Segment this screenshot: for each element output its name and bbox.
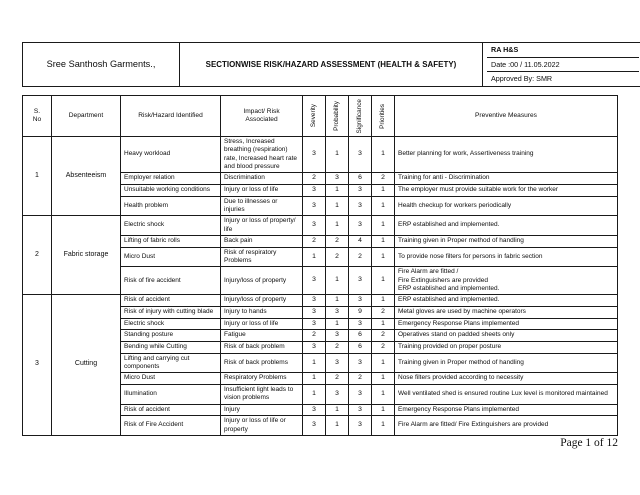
cell-significance: 3 xyxy=(349,196,372,216)
cell-probability: 3 xyxy=(326,353,349,373)
cell-risk: Risk of Fire Accident xyxy=(121,416,221,436)
cell-risk: Lifting of fabric rolls xyxy=(121,235,221,247)
cell-priorities: 2 xyxy=(372,341,395,353)
cell-severity: 1 xyxy=(303,373,326,385)
column-header-severity: Severity xyxy=(303,96,326,137)
cell-severity: 2 xyxy=(303,173,326,185)
cell-risk: Risk of injury with cutting blade xyxy=(121,306,221,318)
cell-probability: 1 xyxy=(326,216,349,236)
cell-priorities: 1 xyxy=(372,184,395,196)
cell-priorities: 1 xyxy=(372,373,395,385)
cell-preventive: Emergency Response Plans implemented xyxy=(395,318,618,330)
cell-department: Cutting xyxy=(52,295,121,436)
cell-impact: Stress, Increased breathing (respiration) rate, Increased heart rate and blood pressure xyxy=(221,137,303,173)
cell-priorities: 1 xyxy=(372,416,395,436)
cell-significance: 3 xyxy=(349,184,372,196)
cell-risk: Illumination xyxy=(121,384,221,404)
cell-risk: Risk of accident xyxy=(121,295,221,307)
cell-significance: 3 xyxy=(349,416,372,436)
cell-significance: 3 xyxy=(349,295,372,307)
table-body xyxy=(23,137,618,436)
cell-probability: 1 xyxy=(326,137,349,173)
cell-significance: 6 xyxy=(349,341,372,353)
cell-probability: 2 xyxy=(326,247,349,267)
cell-severity: 3 xyxy=(303,295,326,307)
cell-impact: Back pain xyxy=(221,235,303,247)
cell-impact: Risk of back problem xyxy=(221,341,303,353)
cell-sno: 1 xyxy=(23,137,52,216)
cell-risk: Employer relation xyxy=(121,173,221,185)
cell-impact: Risk of respiratory Problems xyxy=(221,247,303,267)
cell-risk: Unsuitable working conditions xyxy=(121,184,221,196)
cell-probability: 1 xyxy=(326,196,349,216)
cell-priorities: 1 xyxy=(372,295,395,307)
table-row xyxy=(23,295,618,307)
cell-preventive: Well ventilated shed is ensured routine Lux level is monitored maintained xyxy=(395,384,618,404)
cell-sno: 2 xyxy=(23,216,52,295)
cell-severity: 1 xyxy=(303,384,326,404)
cell-risk: Risk of accident xyxy=(121,404,221,416)
cell-significance: 2 xyxy=(349,373,372,385)
sno-line1: S. xyxy=(33,107,41,115)
column-header-probability: Probability xyxy=(326,96,349,137)
cell-probability: 1 xyxy=(326,295,349,307)
cell-significance: 3 xyxy=(349,384,372,404)
document-meta xyxy=(483,43,640,87)
cell-impact: Fatigue xyxy=(221,330,303,342)
cell-impact: Injury xyxy=(221,404,303,416)
cell-probability: 2 xyxy=(326,235,349,247)
cell-probability: 1 xyxy=(326,267,349,295)
column-header-preventive: Preventive Measures xyxy=(395,96,618,137)
cell-priorities: 1 xyxy=(372,235,395,247)
cell-impact: Injury/loss of property xyxy=(221,267,303,295)
cell-risk: Bending while Cutting xyxy=(121,341,221,353)
cell-preventive: Fire Alarm are fitted / Fire Extinguishers are provided ERP established and implemented. xyxy=(395,267,618,295)
cell-impact: Insufficient light leads to vision problems xyxy=(221,384,303,404)
impact-line2: Associated xyxy=(245,116,278,123)
cell-impact: Injury/loss of property xyxy=(221,295,303,307)
cell-preventive: Training given in Proper method of handling xyxy=(395,353,618,373)
cell-priorities: 1 xyxy=(372,216,395,236)
cell-risk: Micro Dust xyxy=(121,373,221,385)
cell-preventive: ERP established and implemented. xyxy=(395,295,618,307)
cell-preventive: Nose filters provided according to necessity xyxy=(395,373,618,385)
cell-significance: 3 xyxy=(349,267,372,295)
column-header-risk: Risk/Hazard Identified xyxy=(121,96,221,137)
document-title: SECTIONWISE RISK/HAZARD ASSESSMENT (HEALTH & SAFETY) xyxy=(180,43,483,87)
cell-impact: Injury or loss of property/ life xyxy=(221,216,303,236)
cell-sno: 3 xyxy=(23,295,52,436)
cell-significance: 3 xyxy=(349,353,372,373)
table-row xyxy=(23,216,618,236)
cell-preventive: Fire Alarm are fitted/ Fire Extinguishers are provided xyxy=(395,416,618,436)
cell-severity: 1 xyxy=(303,353,326,373)
cell-probability: 3 xyxy=(326,330,349,342)
document-date: Date :00 / 11.05.2022 xyxy=(487,58,639,73)
cell-priorities: 2 xyxy=(372,173,395,185)
cell-probability: 2 xyxy=(326,341,349,353)
column-header-department: Department xyxy=(52,96,121,137)
impact-line1: Impact/ Risk xyxy=(243,107,280,115)
table-header-row xyxy=(23,96,618,137)
cell-impact: Due to illnesses or injuries xyxy=(221,196,303,216)
cell-priorities: 1 xyxy=(372,267,395,295)
cell-impact: Injury or loss of life xyxy=(221,318,303,330)
cell-risk: Health problem xyxy=(121,196,221,216)
cell-significance: 3 xyxy=(349,318,372,330)
cell-preventive: Metal gloves are used by machine operators xyxy=(395,306,618,318)
cell-severity: 2 xyxy=(303,330,326,342)
cell-risk: Heavy workload xyxy=(121,137,221,173)
cell-preventive: Training given in Proper method of handling xyxy=(395,235,618,247)
cell-preventive: To provide nose filters for persons in fabric section xyxy=(395,247,618,267)
column-header-priorities: Priorities xyxy=(372,96,395,137)
column-header-impact xyxy=(221,96,303,137)
cell-severity: 3 xyxy=(303,306,326,318)
cell-preventive: Emergency Response Plans implemented xyxy=(395,404,618,416)
cell-preventive: Health checkup for workers periodically xyxy=(395,196,618,216)
cell-impact: Injury to hands xyxy=(221,306,303,318)
cell-significance: 3 xyxy=(349,404,372,416)
cell-severity: 3 xyxy=(303,416,326,436)
cell-severity: 3 xyxy=(303,196,326,216)
page-footer: Page 1 of 12 xyxy=(560,437,618,449)
cell-significance: 6 xyxy=(349,173,372,185)
cell-risk: Electric shock xyxy=(121,216,221,236)
cell-preventive: Training for anti - Discrimination xyxy=(395,173,618,185)
cell-probability: 3 xyxy=(326,306,349,318)
cell-impact: Injury or loss of life xyxy=(221,184,303,196)
cell-significance: 3 xyxy=(349,216,372,236)
cell-impact: Discrimination xyxy=(221,173,303,185)
cell-impact: Injury or loss of life or property xyxy=(221,416,303,436)
cell-severity: 2 xyxy=(303,235,326,247)
ref-code: RA H&S xyxy=(487,43,639,58)
cell-significance: 2 xyxy=(349,247,372,267)
cell-risk: Micro Dust xyxy=(121,247,221,267)
cell-preventive: The employer must provide suitable work for the worker xyxy=(395,184,618,196)
table-row xyxy=(23,137,618,173)
cell-department: Fabric storage xyxy=(52,216,121,295)
cell-priorities: 1 xyxy=(372,318,395,330)
cell-priorities: 2 xyxy=(372,306,395,318)
cell-priorities: 1 xyxy=(372,196,395,216)
cell-severity: 3 xyxy=(303,341,326,353)
cell-department: Absenteeism xyxy=(52,137,121,216)
cell-priorities: 1 xyxy=(372,404,395,416)
cell-significance: 6 xyxy=(349,330,372,342)
document-header-block xyxy=(22,42,640,87)
cell-significance: 4 xyxy=(349,235,372,247)
cell-preventive: Training provided on proper posture xyxy=(395,341,618,353)
cell-risk: Electric shock xyxy=(121,318,221,330)
column-header-significance: Significance xyxy=(349,96,372,137)
company-name: Sree Santhosh Garments., xyxy=(23,43,180,87)
cell-priorities: 1 xyxy=(372,137,395,173)
cell-probability: 3 xyxy=(326,173,349,185)
cell-severity: 1 xyxy=(303,247,326,267)
cell-probability: 2 xyxy=(326,373,349,385)
cell-risk: Lifting and carrying cut components xyxy=(121,353,221,373)
cell-probability: 1 xyxy=(326,404,349,416)
cell-priorities: 2 xyxy=(372,330,395,342)
cell-impact: Respiratory Problems xyxy=(221,373,303,385)
cell-probability: 1 xyxy=(326,184,349,196)
table-header xyxy=(23,96,618,137)
cell-risk: Standing posture xyxy=(121,330,221,342)
cell-priorities: 1 xyxy=(372,247,395,267)
cell-severity: 3 xyxy=(303,318,326,330)
cell-priorities: 1 xyxy=(372,353,395,373)
cell-significance: 9 xyxy=(349,306,372,318)
cell-probability: 1 xyxy=(326,416,349,436)
cell-probability: 1 xyxy=(326,318,349,330)
cell-risk: Risk of fire accident xyxy=(121,267,221,295)
cell-severity: 3 xyxy=(303,404,326,416)
cell-priorities: 1 xyxy=(372,384,395,404)
cell-preventive: Operatives stand on padded sheets only xyxy=(395,330,618,342)
risk-assessment-table xyxy=(22,95,618,436)
sno-line2: No xyxy=(32,116,42,123)
cell-significance: 3 xyxy=(349,137,372,173)
cell-severity: 3 xyxy=(303,267,326,295)
cell-probability: 3 xyxy=(326,384,349,404)
cell-severity: 3 xyxy=(303,216,326,236)
cell-severity: 3 xyxy=(303,137,326,173)
cell-preventive: ERP established and implemented. xyxy=(395,216,618,236)
approved-by: Approved By: SMR xyxy=(491,74,553,84)
cell-severity: 3 xyxy=(303,184,326,196)
cell-preventive: Better planning for work, Assertiveness training xyxy=(395,137,618,173)
column-header-sno xyxy=(23,96,52,137)
cell-impact: Risk of back problems xyxy=(221,353,303,373)
